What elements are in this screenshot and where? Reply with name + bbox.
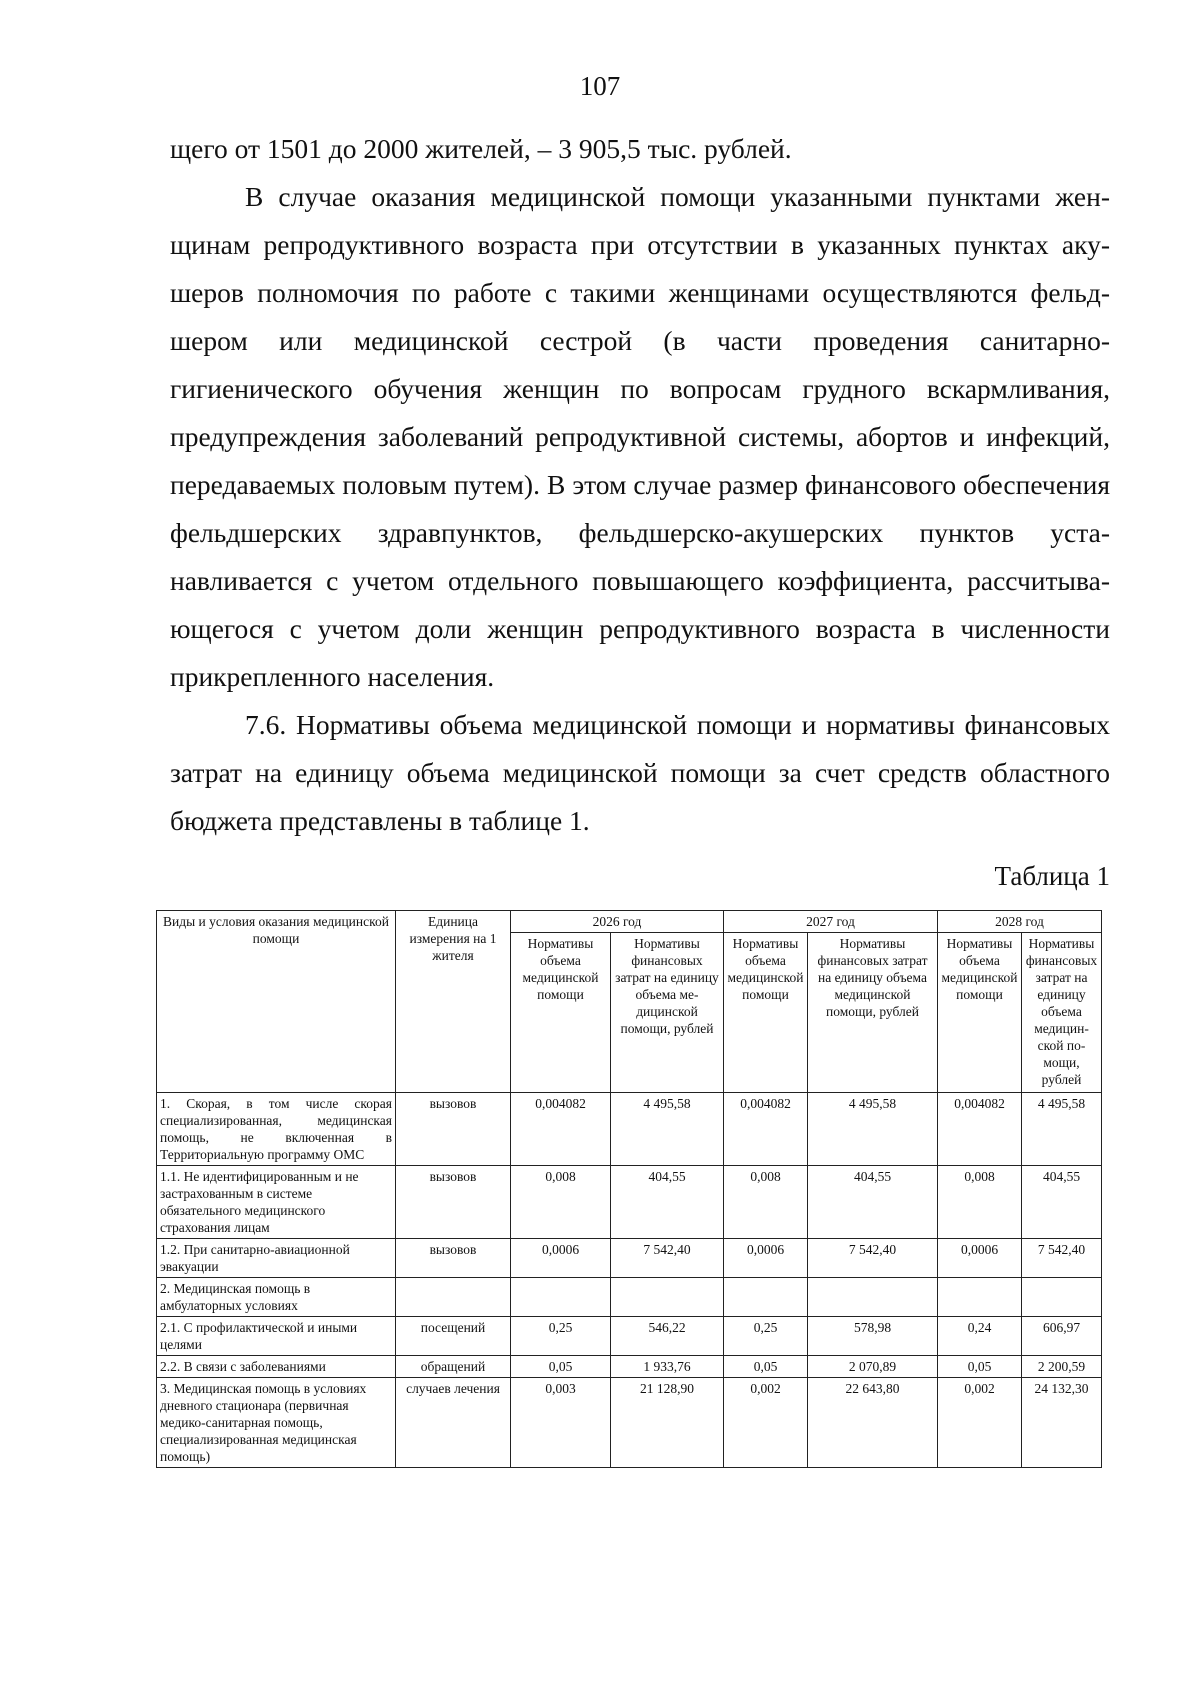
- cell-value: [724, 1278, 808, 1317]
- paragraph-feldsher-points: В случае оказания медицинской помощи указанными пунктами женщинам репродуктивного возраста при отсутствии в указанных пунктах акушеров полномочия по работе с такими женщинами осуществляются фельдшером или медицинской сестрой (в части проведения санитарно-гигиенического обучения женщин по вопросам грудного вскармливания, предупреждения заболеваний репродуктивной системы, абортов и инфекций, передаваемых половым путем). В этом случае размер финансового обеспечения фельдшерских здравпунктов, фельдшерско-акушерских пунктов устанавливается с учетом отдельного повышающего коэффициента, рассчитывающегося с учетом доли женщин репродуктивного возраста в численности прикрепленного населения.: [170, 181, 1110, 692]
- row-unit: случаев лечения: [396, 1378, 511, 1468]
- cell-value: 606,97: [1022, 1317, 1102, 1356]
- table-row: [157, 1317, 1102, 1356]
- cell-value: 21 128,90: [611, 1378, 724, 1468]
- page-number: 107: [579, 71, 621, 101]
- row-name: 3. Медицинская помощь в условиях дневного стационара (первичная медико-санитарная помощь, специализированная медицинская помощь): [157, 1378, 396, 1468]
- cell-value: 0,0006: [724, 1239, 808, 1278]
- cell-value: 0,004082: [511, 1093, 611, 1166]
- row-name: 2.2. В связи с заболеваниями: [157, 1356, 396, 1378]
- cell-value: 0,0006: [511, 1239, 611, 1278]
- cell-value: 0,0006: [938, 1239, 1022, 1278]
- header-cost-2026: Нормативы финансовых затрат на единицу объема медицинской помощи, рублей: [611, 933, 724, 1093]
- cell-value: 0,05: [724, 1356, 808, 1378]
- row-name: 1.1. Не идентифицированным и не застрахованным в системе обязательного медицинского страхования лицам: [157, 1166, 396, 1239]
- row-unit: [396, 1278, 511, 1317]
- header-volume-2028: Нормативы объема медицинской помощи: [938, 933, 1022, 1093]
- cell-value: 4 495,58: [1022, 1093, 1102, 1166]
- cell-value: [808, 1278, 938, 1317]
- cell-value: 0,25: [724, 1317, 808, 1356]
- cell-value: [938, 1278, 1022, 1317]
- header-year-2027: 2027 год: [724, 911, 938, 933]
- cell-value: 22 643,80: [808, 1378, 938, 1468]
- row-unit: вызовов: [396, 1166, 511, 1239]
- cell-value: 0,05: [511, 1356, 611, 1378]
- header-cost-2027: Нормативы финансовых затрат на единицу объема медицинской помощи, рублей: [808, 933, 938, 1093]
- row-name: 2. Медицинская помощь в амбулаторных условиях: [157, 1278, 396, 1317]
- table-row: [157, 1093, 1102, 1166]
- header-volume-2026: Нормативы объема медицинской помощи: [511, 933, 611, 1093]
- cell-value: 7 542,40: [611, 1239, 724, 1278]
- header-types: Виды и условия оказания медицинской помощи: [157, 911, 396, 1093]
- row-unit: вызовов: [396, 1093, 511, 1166]
- cell-value: 404,55: [611, 1166, 724, 1239]
- cell-value: 0,004082: [938, 1093, 1022, 1166]
- cell-value: 0,004082: [724, 1093, 808, 1166]
- table-header-row: [157, 911, 1102, 933]
- cell-value: 0,008: [938, 1166, 1022, 1239]
- cell-value: 2 200,59: [1022, 1356, 1102, 1378]
- cell-value: 0,002: [724, 1378, 808, 1468]
- table-row: [157, 1166, 1102, 1239]
- header-year-2028: 2028 год: [938, 911, 1102, 933]
- paragraph-section-7-6: 7.6. Нормативы объема медицинской помощи и нормативы финансовых затрат на единицу объема медицинской помощи за счет средств областного бюджета представлены в таблице 1.: [170, 709, 1110, 836]
- row-name: 1. Скорая, в том числе скорая специализированная, медицинская помощь, не включенная в Территориальную программу ОМС: [157, 1093, 396, 1166]
- cell-value: [511, 1278, 611, 1317]
- norms-table: [156, 910, 1102, 1468]
- cell-value: 7 542,40: [808, 1239, 938, 1278]
- header-cost-2028: Нормативы финансовых затрат на единицу объема медицинской помощи, рублей: [1022, 933, 1102, 1093]
- cell-value: 0,25: [511, 1317, 611, 1356]
- row-unit: посещений: [396, 1317, 511, 1356]
- header-unit: Единица измерения на 1 жителя: [396, 911, 511, 1093]
- table-row: [157, 1356, 1102, 1378]
- row-unit: обращений: [396, 1356, 511, 1378]
- cell-value: 0,008: [724, 1166, 808, 1239]
- header-year-2026: 2026 год: [511, 911, 724, 933]
- paragraph-continuation: щего от 1501 до 2000 жителей, – 3 905,5 тыс. рублей.: [170, 133, 792, 164]
- cell-value: [1022, 1278, 1102, 1317]
- cell-value: 546,22: [611, 1317, 724, 1356]
- cell-value: 4 495,58: [808, 1093, 938, 1166]
- cell-value: 0,24: [938, 1317, 1022, 1356]
- cell-value: 0,008: [511, 1166, 611, 1239]
- cell-value: 0,003: [511, 1378, 611, 1468]
- row-name: 2.1. С профилактической и иными целями: [157, 1317, 396, 1356]
- table-row: [157, 1278, 1102, 1317]
- table-row: [157, 1378, 1102, 1468]
- cell-value: 7 542,40: [1022, 1239, 1102, 1278]
- cell-value: 2 070,89: [808, 1356, 938, 1378]
- cell-value: 578,98: [808, 1317, 938, 1356]
- cell-value: 404,55: [808, 1166, 938, 1239]
- cell-value: 24 132,30: [1022, 1378, 1102, 1468]
- row-name: 1.2. При санитарно-авиационной эвакуации: [157, 1239, 396, 1278]
- cell-value: 1 933,76: [611, 1356, 724, 1378]
- cell-value: 0,05: [938, 1356, 1022, 1378]
- row-unit: вызовов: [396, 1239, 511, 1278]
- cell-value: 4 495,58: [611, 1093, 724, 1166]
- cell-value: [611, 1278, 724, 1317]
- header-volume-2027: Нормативы объема медицинской помощи: [724, 933, 808, 1093]
- table-row: [157, 1239, 1102, 1278]
- table-caption: Таблица 1: [994, 861, 1110, 891]
- body-text: [170, 125, 1110, 845]
- cell-value: 0,002: [938, 1378, 1022, 1468]
- cell-value: 404,55: [1022, 1166, 1102, 1239]
